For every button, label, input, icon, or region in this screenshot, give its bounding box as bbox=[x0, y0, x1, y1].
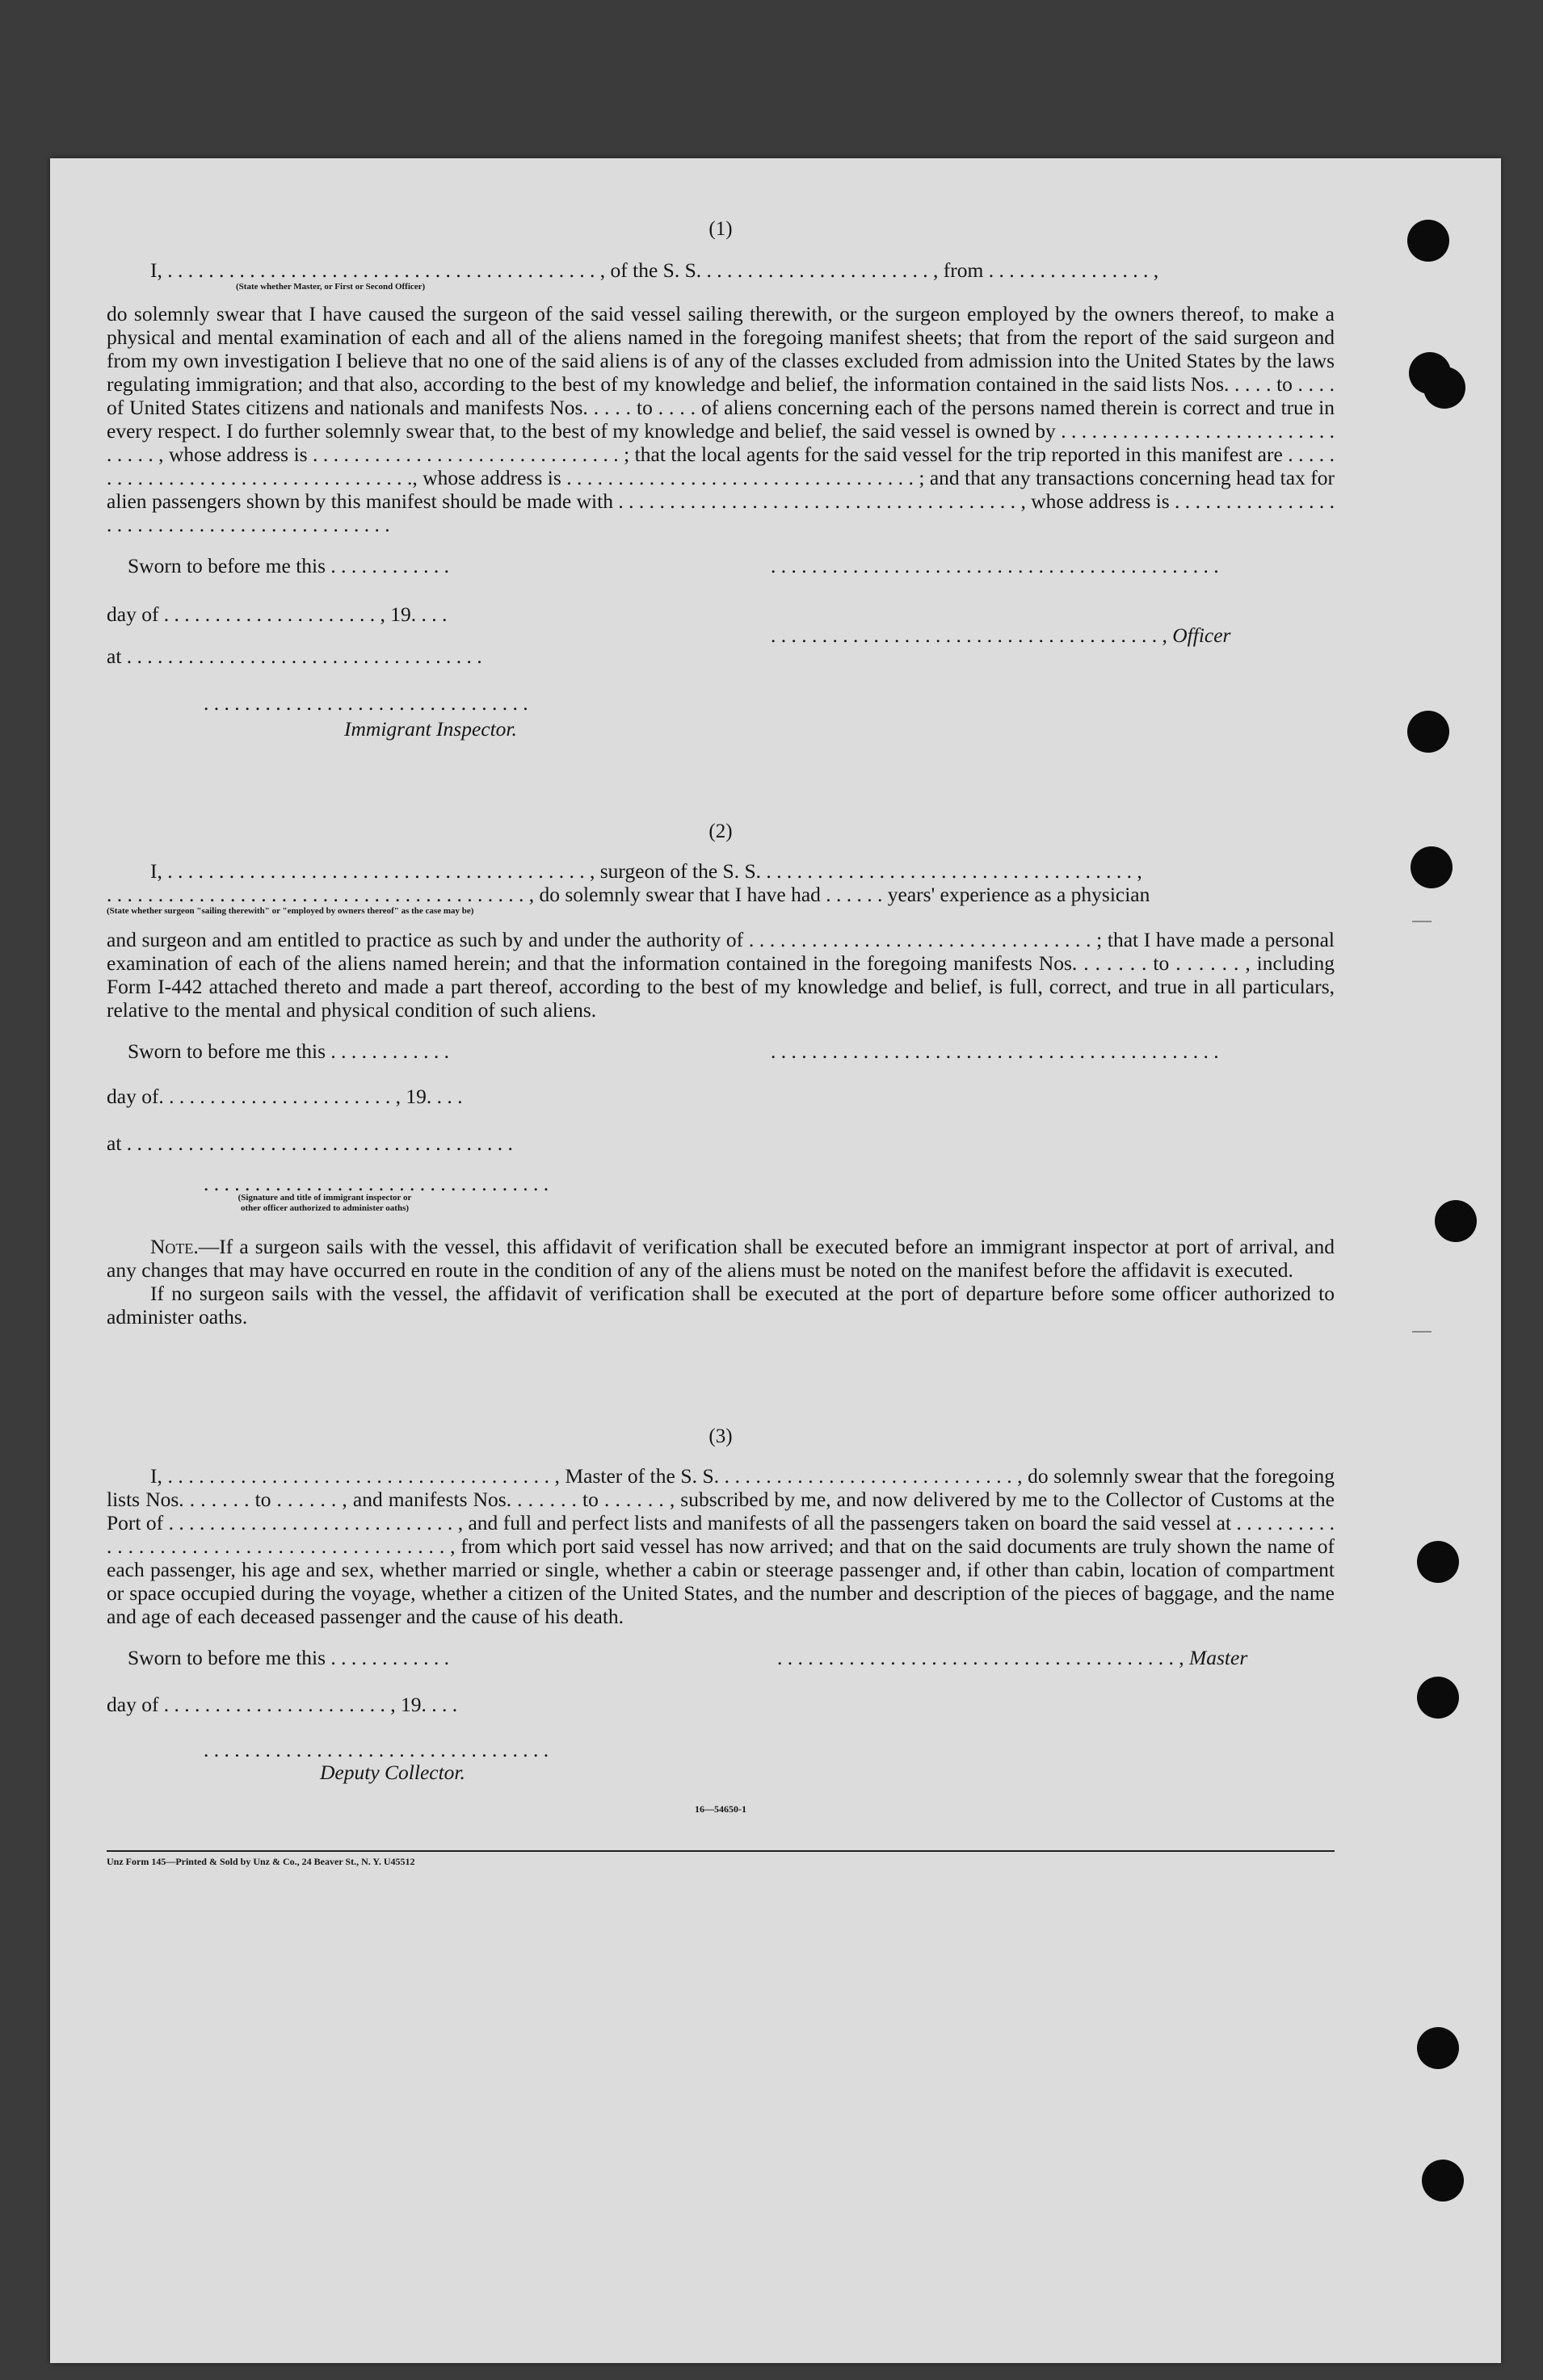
at-line: at . . . . . . . . . . . . . . . . . . . . . . . . . . . . . . . . . . . . . . bbox=[107, 1131, 513, 1155]
signature-block bbox=[107, 1039, 1335, 1233]
collector-signature-line: . . . . . . . . . . . . . . . . . . . . . . . . . . . . . . . . . . bbox=[204, 1738, 549, 1761]
note-paragraph bbox=[107, 1235, 1335, 1282]
day-line: day of . . . . . . . . . . . . . . . . . . . . . . , 19. . . . bbox=[107, 1693, 458, 1716]
officer-line bbox=[771, 623, 1230, 648]
note-paragraph-2: If no surgeon sails with the vessel, the affidavit of verification shall be executed at the port of departure before some officer authorized to administer oaths. bbox=[107, 1282, 1335, 1329]
section-3 bbox=[107, 1425, 1335, 1815]
oath-line: . . . . . . . . . . . . . . . . . . . . . . . . . . . . . . . . . . . . . . . . . , do solemnly swear that I have had . . . . . . years' experience as a physician bbox=[107, 883, 1150, 906]
footer-rule bbox=[107, 1850, 1335, 1852]
master-title: Master bbox=[1189, 1646, 1248, 1669]
punch-hole bbox=[1407, 711, 1449, 753]
punch-hole bbox=[1407, 220, 1449, 262]
inspector-title: Immigrant Inspector. bbox=[344, 717, 517, 741]
field-note: (State whether Master, or First or Second Officer) bbox=[236, 282, 426, 292]
section-number: (1) bbox=[708, 218, 733, 240]
signature-line: . . . . . . . . . . . . . . . . . . . . . . . . . . . . . . . . . . . . . . . . . . . . bbox=[771, 554, 1219, 577]
officer-title: Officer bbox=[1172, 623, 1231, 647]
oath-line: I, . . . . . . . . . . . . . . . . . . . . . . . . . . . . . . . . . . . . . . . . . . , of the S. S. . . . . . . . . . . . . . . . . . . . . . . , from . . . . . . . . . . . . . . . . , bbox=[150, 258, 1159, 282]
day-line: day of . . . . . . . . . . . . . . . . . . . . . , 19. . . . bbox=[107, 602, 448, 626]
punch-hole bbox=[1423, 367, 1465, 409]
master-line bbox=[777, 1646, 1247, 1670]
form-content bbox=[107, 218, 1335, 1867]
printer-imprint: Unz Form 145—Printed & Sold by Unz & Co., 24 Beaver St., N. Y. U45512 bbox=[107, 1856, 415, 1867]
inspector-signature-line: . . . . . . . . . . . . . . . . . . . . . . . . . . . . . . . . . . bbox=[204, 1172, 549, 1195]
section-2 bbox=[107, 821, 1335, 1329]
sworn-line: Sworn to before me this . . . . . . . . . . . . bbox=[128, 1646, 450, 1669]
inspector-note: (Signature and title of immigrant inspector or other officer authorized to administer oaths) bbox=[238, 1193, 412, 1213]
punch-hole bbox=[1417, 2027, 1459, 2069]
section-number: (3) bbox=[708, 1425, 733, 1447]
oath-body: do solemnly swear that I have caused the surgeon of the said vessel sailing therewith, or the surgeon employed by the owners thereof, to make a physical and mental examination of each and all of the aliens named in the foregoing manifest sheets; that from the report of the said surgeon and from my own investigation I believe that no one of the said aliens is of any of the classes excluded from admission into the United States by the laws regulating immigration; and that also, according to the best of my knowledge and belief, the information contained in the said lists Nos. . . . . to . . . . of United States citizens and nationals and manifests Nos. . . . . to . . . . of aliens concerning each of the persons named therein is correct and true in every respect. I do further solemnly swear that, to the best of my knowledge and belief, the said vessel is owned by . . . . . . . . . . . . . . . . . . . . . . . . . . . . . . . . , whose address is . . . . . . . . . . . . . . . . . . . . . . . . . . . . . . ; that the local agents for the said vessel for the trip reported in this manifest are . . . . . . . . . . . . . . . . . . . . . . . . . . . . . . . . . . ., whose address is . . . . . . . . . . . . . . . . . . . . . . . . . . . . . . . . . . ; and that any transactions concerning head tax for alien passengers shown by this manifest should be made with . . . . . . . . . . . . . . . . . . . . . . . . . . . . . . . . . . . . . . . , whose address is . . . . . . . . . . . . . . . . . . . . . . . . . . . . . . . . . . . . . . . . . . . . bbox=[107, 302, 1335, 536]
punch-hole bbox=[1435, 1200, 1477, 1242]
signature-block bbox=[107, 554, 1335, 756]
field-note: (State whether surgeon "sailing therewith" or "employed by owners thereof" as the case may be) bbox=[107, 906, 474, 916]
edge-mark bbox=[1412, 921, 1432, 922]
section-1 bbox=[107, 218, 1335, 756]
at-line: at . . . . . . . . . . . . . . . . . . . . . . . . . . . . . . . . . . . bbox=[107, 644, 482, 668]
sworn-line: Sworn to before me this . . . . . . . . . . . . bbox=[128, 1039, 450, 1063]
officer-dots: . . . . . . . . . . . . . . . . . . . . . . . . . . . . . . . . . . . . . . , bbox=[771, 623, 1167, 647]
master-dots: . . . . . . . . . . . . . . . . . . . . . . . . . . . . . . . . . . . . . . . , bbox=[777, 1646, 1184, 1669]
note-text: —If a surgeon sails with the vessel, this affidavit of verification shall be executed before an immigrant inspector at port of arrival, and any changes that may have occurred en route in the condition of any of the aliens must be noted on the manifest before the affidavit is executed. bbox=[107, 1235, 1335, 1282]
sworn-line: Sworn to before me this . . . . . . . . . . . . bbox=[128, 554, 450, 577]
oath-line: I, . . . . . . . . . . . . . . . . . . . . . . . . . . . . . . . . . . . . . . . . . , surgeon of the S. S. . . . . . . . . . . . . . . . . . . . . . . . . . . . . . . . . . . . . , bbox=[150, 859, 1142, 883]
form-page bbox=[50, 158, 1501, 2363]
day-line: day of. . . . . . . . . . . . . . . . . . . . . . . , 19. . . . bbox=[107, 1085, 463, 1108]
punch-hole bbox=[1411, 846, 1453, 888]
punch-hole bbox=[1417, 1541, 1459, 1583]
oath-body: I, . . . . . . . . . . . . . . . . . . . . . . . . . . . . . . . . . . . . . , Master of the S. S. . . . . . . . . . . . . . . . . . . . . . . . . . . . . , do solemnly swear that the foregoing lists Nos. . . . . . . to . . . . . . , and manifests Nos. . . . . . . to . . . . . . , subscribed by me, and now delivered by me to the Collector of Customs at the Port of . . . . . . . . . . . . . . . . . . . . . . . . . . . . , and full and perfect lists and manifests of all the passengers taken on board the said vessel at . . . . . . . . . . . . . . . . . . . . . . . . . . . . . . . . . . . . . . . . . . , from which port said vessel has now arrived; and that on the said documents are truly shown the name of each passenger, his age and sex, whether married or single, whether a cabin or steerage passenger and, if other than cabin, location of compartment or space occupied during the voyage, whether a citizen of the United States, and the number and description of the pieces of baggage, and the name and age of each deceased passenger and the cause of his death. bbox=[107, 1464, 1335, 1628]
punch-hole bbox=[1417, 1677, 1459, 1719]
form-code: 16—54650-1 bbox=[695, 1803, 746, 1815]
edge-mark bbox=[1412, 1331, 1432, 1333]
oath-body: and surgeon and am entitled to practice as such by and under the authority of . . . . . . . . . . . . . . . . . . . . . . . . . . . . . . . . . ; that I have made a personal examination of each of the aliens named herein; and that the information contained in the foregoing manifests Nos. . . . . . . to . . . . . . , including Form I-442 attached thereto and made a part thereof, according to the best of my knowledge and belief, is full, correct, and true in all particulars, relative to the mental and physical condition of such aliens. bbox=[107, 928, 1335, 1022]
punch-hole bbox=[1422, 2160, 1464, 2202]
collector-title: Deputy Collector. bbox=[320, 1761, 465, 1784]
signature-line: . . . . . . . . . . . . . . . . . . . . . . . . . . . . . . . . . . . . . . . . . . . . bbox=[771, 1039, 1219, 1063]
section-number: (2) bbox=[708, 821, 733, 842]
signature-block bbox=[107, 1646, 1335, 1799]
inspector-signature-line: . . . . . . . . . . . . . . . . . . . . . . . . . . . . . . . . bbox=[204, 691, 528, 715]
note-label: Note. bbox=[150, 1235, 199, 1258]
